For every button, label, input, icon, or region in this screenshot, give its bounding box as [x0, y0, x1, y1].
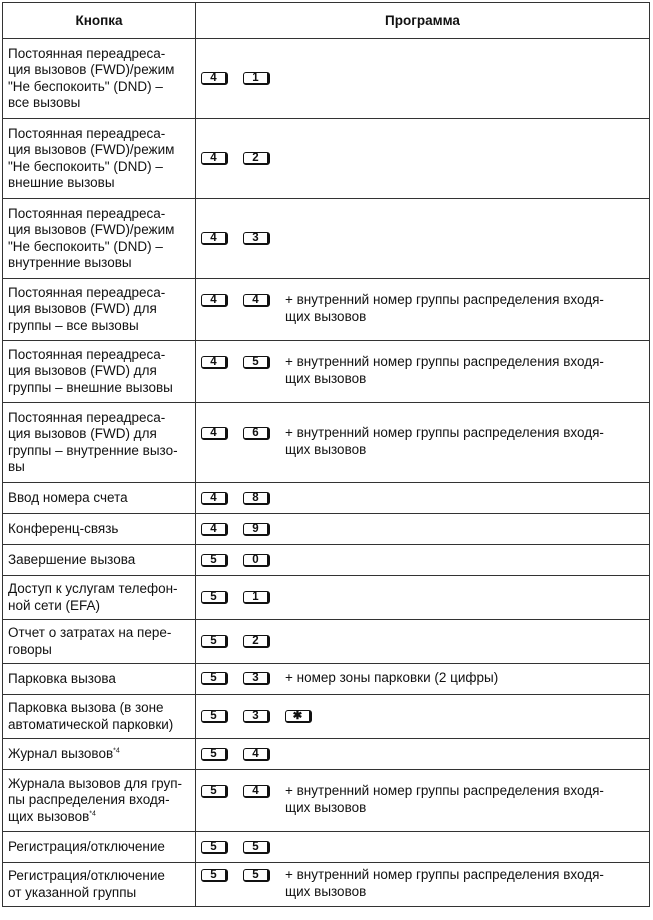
program-note: + внутренний номер группы распределения входя- щих вызовов — [285, 292, 604, 324]
key-sequence — [201, 710, 327, 723]
button-name: Постоянная переадреса- ция вызовов (FWD)/режим "Не беспокоить" (DND) – все вызовы — [8, 45, 175, 110]
table-row — [3, 664, 650, 695]
button-name: Постоянная переадреса- ция вызовов (FWD)/режим "Не беспокоить" (DND) – внешние вызовы — [8, 125, 175, 190]
button-name-cell — [3, 514, 196, 545]
button-name: Журнала вызовов для груп- пы распределения входя- щих вызовов — [8, 775, 183, 824]
program-sequence — [201, 869, 644, 900]
dial-key-icon: 1 — [243, 72, 270, 85]
key-sequence — [201, 841, 285, 854]
key-sequence — [201, 492, 285, 505]
table-row — [3, 832, 650, 863]
button-name-cell — [3, 39, 196, 119]
key-sequence — [201, 554, 285, 567]
table-body — [3, 39, 650, 907]
dial-key-icon: 5 — [201, 785, 228, 798]
button-name: Постоянная переадреса- ция вызовов (FWD) для группы – внутренние вызо- вы — [8, 409, 178, 474]
button-name: Парковка вызова (в зоне автоматической парковки) — [8, 700, 174, 732]
dial-key-icon: 5 — [201, 748, 228, 761]
dial-key-icon: 4 — [201, 72, 228, 85]
program-sequence — [201, 294, 644, 325]
dial-key-icon: 0 — [243, 554, 270, 567]
button-name: Доступ к услугам телефон- ной сети (EFA) — [8, 581, 178, 613]
key-sequence — [201, 427, 285, 440]
program-sequence — [201, 635, 644, 648]
button-name: Ввод номера счета — [8, 489, 128, 505]
key-sequence — [201, 152, 285, 165]
button-name-cell — [3, 279, 196, 341]
program-cell — [196, 863, 650, 907]
button-name-cell — [3, 695, 196, 739]
dial-key-icon: 4 — [243, 785, 270, 798]
program-cell — [196, 545, 650, 576]
key-sequence — [201, 869, 285, 882]
program-sequence — [201, 554, 644, 567]
dial-key-icon: 5 — [201, 710, 228, 723]
table-row — [3, 119, 650, 199]
key-sequence — [201, 785, 285, 798]
program-note: + внутренний номер группы распределения входя- щих вызовов — [285, 783, 604, 815]
program-sequence — [201, 152, 644, 165]
dial-key-icon: 2 — [243, 635, 270, 648]
key-sequence — [201, 356, 285, 369]
button-name-cell — [3, 576, 196, 620]
dial-key-icon: 3 — [243, 232, 270, 245]
key-sequence — [201, 672, 285, 685]
program-sequence — [201, 710, 644, 723]
program-sequence — [201, 356, 644, 387]
table-row — [3, 341, 650, 403]
dial-key-icon: 4 — [201, 427, 228, 440]
program-cell — [196, 39, 650, 119]
program-sequence — [201, 591, 644, 604]
dial-key-icon: 1 — [243, 591, 270, 604]
dial-key-icon: 4 — [201, 356, 228, 369]
program-sequence — [201, 492, 644, 505]
dial-key-icon: 5 — [243, 869, 270, 882]
button-name-cell — [3, 664, 196, 695]
program-cell — [196, 403, 650, 483]
dial-key-icon: 5 — [243, 841, 270, 854]
dial-key-icon: 5 — [201, 591, 228, 604]
program-cell — [196, 199, 650, 279]
program-sequence — [201, 232, 644, 245]
dial-key-icon: 5 — [243, 356, 270, 369]
button-name: Парковка вызова — [8, 670, 116, 686]
dial-key-icon: 3 — [243, 710, 270, 723]
table-row — [3, 770, 650, 832]
button-name: Регистрация/отключение — [8, 838, 165, 854]
button-name: Отчет о затратах на пере- говоры — [8, 625, 172, 657]
button-name-cell — [3, 119, 196, 199]
program-cell — [196, 832, 650, 863]
table-row — [3, 483, 650, 514]
program-cell — [196, 279, 650, 341]
program-sequence — [201, 748, 644, 761]
dial-key-icon: 4 — [201, 152, 228, 165]
program-sequence — [201, 523, 644, 536]
table-row — [3, 695, 650, 739]
key-sequence — [201, 523, 285, 536]
program-note: + внутренний номер группы распределения входя- щих вызовов — [285, 354, 604, 386]
dial-key-icon: 9 — [243, 523, 270, 536]
button-name-cell — [3, 620, 196, 664]
program-cell — [196, 695, 650, 739]
table-row — [3, 863, 650, 907]
button-name: Журнал вызовов — [8, 745, 114, 761]
table-row — [3, 739, 650, 770]
program-cell — [196, 483, 650, 514]
dial-key-icon: 4 — [243, 294, 270, 307]
program-sequence — [201, 841, 644, 854]
dial-key-icon: 5 — [201, 554, 228, 567]
button-name-cell — [3, 341, 196, 403]
key-sequence — [201, 72, 285, 85]
button-name: Постоянная переадреса- ция вызовов (FWD) для группы – внешние вызовы — [8, 346, 173, 395]
feature-buttons-table — [2, 2, 650, 907]
dial-key-icon: 5 — [201, 672, 228, 685]
program-cell — [196, 620, 650, 664]
key-sequence — [201, 591, 285, 604]
button-name-cell — [3, 199, 196, 279]
button-name-cell — [3, 483, 196, 514]
program-note: + номер зоны парковки (2 цифры) — [285, 669, 499, 685]
dial-key-icon: 4 — [201, 492, 228, 505]
program-cell — [196, 119, 650, 199]
table-row — [3, 403, 650, 483]
button-name-cell — [3, 832, 196, 863]
program-sequence — [201, 669, 644, 687]
button-name: Регистрация/отключение от указанной группы — [8, 868, 165, 900]
program-sequence — [201, 785, 644, 816]
program-sequence — [201, 427, 644, 458]
program-cell — [196, 576, 650, 620]
button-name: Завершение вызова — [8, 551, 136, 567]
table-row — [3, 545, 650, 576]
column-header-program: Программа — [196, 3, 650, 39]
table-row — [3, 576, 650, 620]
program-note: + внутренний номер группы распределения входя- щих вызовов — [285, 867, 604, 899]
dial-key-icon: 5 — [201, 869, 228, 882]
button-name-cell — [3, 739, 196, 770]
program-note: + внутренний номер группы распределения входя- щих вызовов — [285, 425, 604, 457]
program-cell — [196, 770, 650, 832]
button-name-cell — [3, 770, 196, 832]
star-key-icon: ✱ — [285, 710, 312, 723]
dial-key-icon: 5 — [201, 841, 228, 854]
table-row — [3, 39, 650, 119]
table-header-row — [3, 3, 650, 39]
dial-key-icon: 4 — [201, 294, 228, 307]
table-row — [3, 279, 650, 341]
dial-key-icon: 4 — [201, 523, 228, 536]
button-name: Конференц-связь — [8, 520, 119, 536]
key-sequence — [201, 635, 285, 648]
table-row — [3, 620, 650, 664]
program-cell — [196, 514, 650, 545]
dial-key-icon: 4 — [201, 232, 228, 245]
button-name-cell — [3, 863, 196, 907]
dial-key-icon: 4 — [243, 748, 270, 761]
dial-key-icon: 6 — [243, 427, 270, 440]
button-name-cell — [3, 403, 196, 483]
program-sequence — [201, 72, 644, 85]
program-cell — [196, 664, 650, 695]
dial-key-icon: 3 — [243, 672, 270, 685]
dial-key-icon: 5 — [201, 635, 228, 648]
footnote-marker: *4 — [113, 747, 120, 755]
dial-key-icon: 8 — [243, 492, 270, 505]
button-name: Постоянная переадреса- ция вызовов (FWD)/режим "Не беспокоить" (DND) – внутренние вызовы — [8, 205, 175, 270]
key-sequence — [201, 294, 285, 307]
footnote-marker: *4 — [89, 810, 96, 818]
program-cell — [196, 341, 650, 403]
program-cell — [196, 739, 650, 770]
dial-key-icon: 2 — [243, 152, 270, 165]
table-row — [3, 199, 650, 279]
button-name-cell — [3, 545, 196, 576]
column-header-button: Кнопка — [3, 3, 196, 39]
key-sequence — [201, 232, 285, 245]
button-name: Постоянная переадреса- ция вызовов (FWD) для группы – все вызовы — [8, 284, 166, 333]
key-sequence — [201, 748, 285, 761]
table-row — [3, 514, 650, 545]
